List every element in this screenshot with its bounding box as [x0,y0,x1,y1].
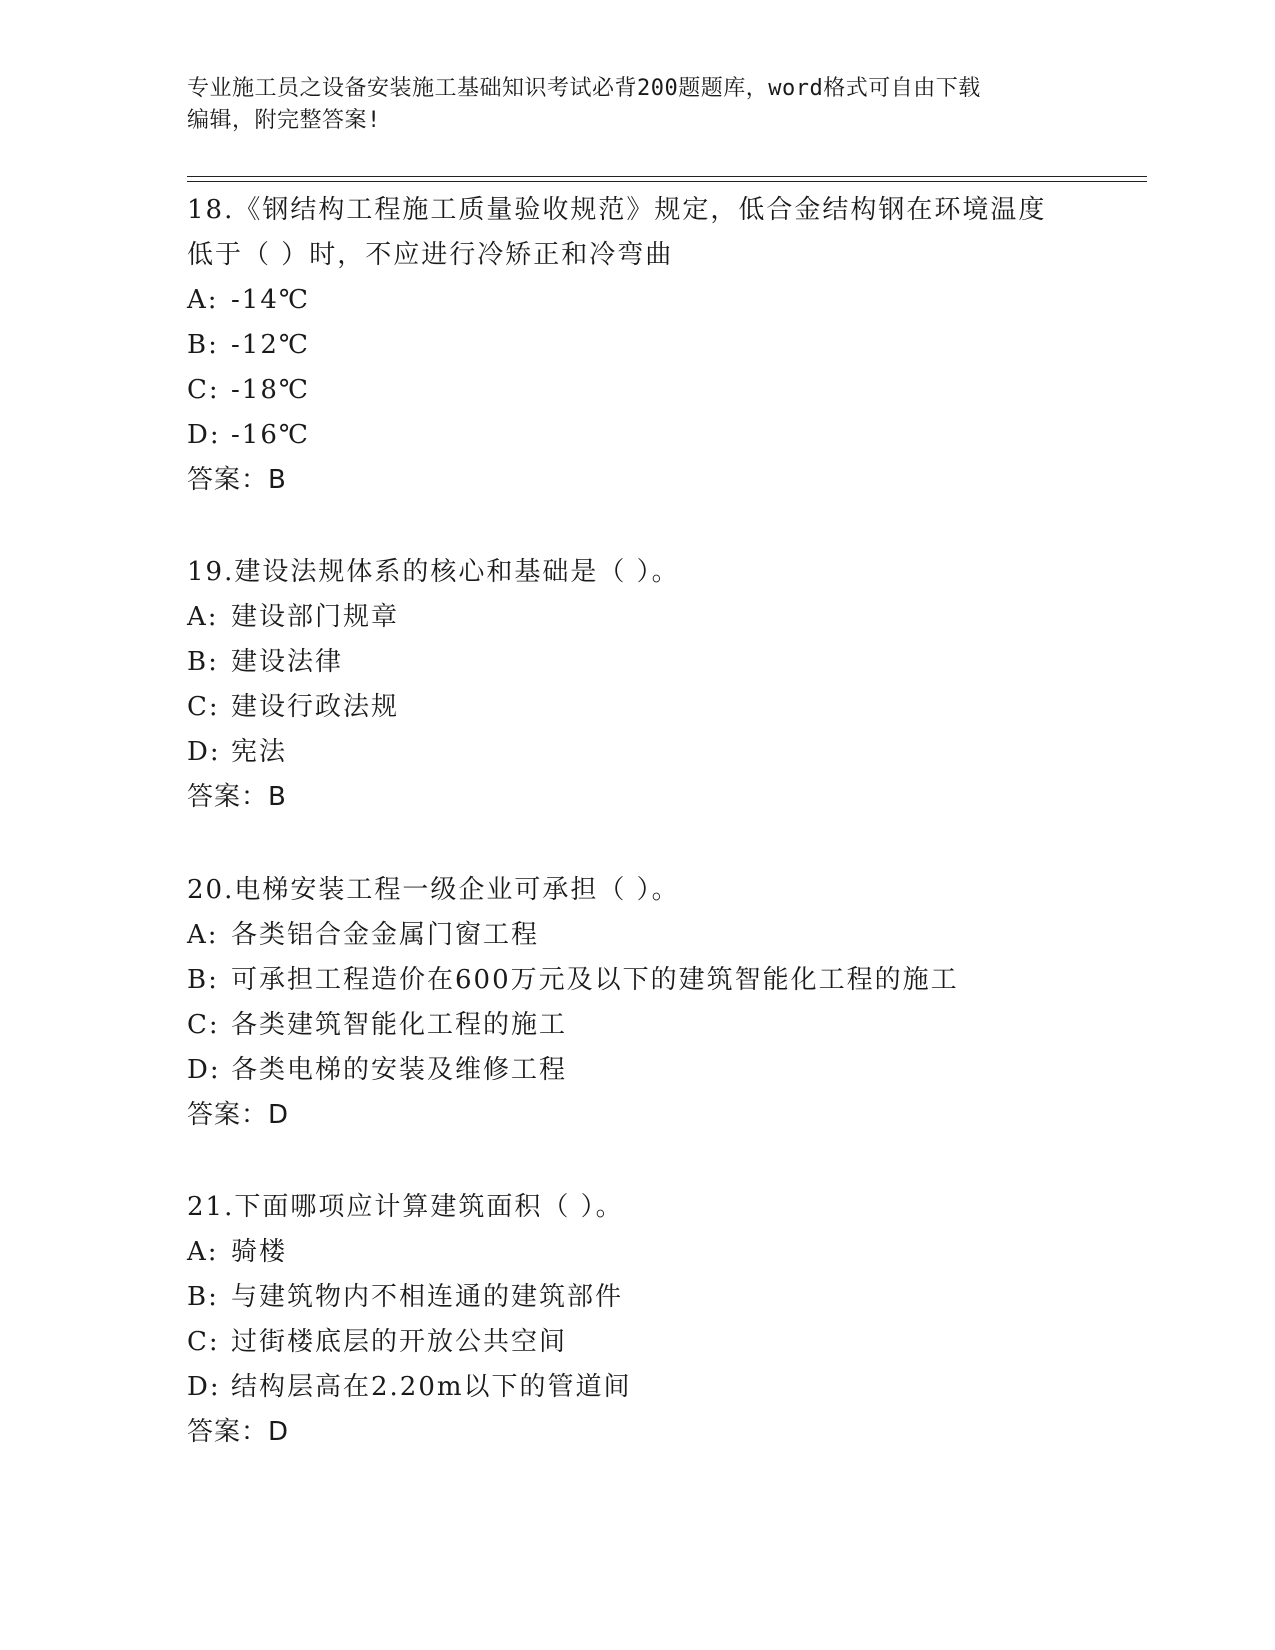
option-text: 可承担工程造价在600万元及以下的建筑智能化工程的施工 [231,965,959,995]
option-text: 结构层高在2.20m以下的管道间 [231,1372,632,1402]
document-header [187,73,1107,137]
option-a [187,1230,1087,1275]
question-20 [187,868,1087,1138]
option-a [187,595,1087,640]
option-text: 建设部门规章 [231,602,400,632]
option-key: B: [187,1282,219,1312]
option-key: D: [187,420,221,450]
option-text: 建设法律 [231,647,344,677]
option-key: A: [187,1237,219,1267]
option-d [187,1365,1087,1410]
question-title: 18.《钢结构工程施工质量验收规范》规定，低合金结构钢在环境温度 [187,195,1047,225]
question-19 [187,550,1087,820]
option-b [187,640,1087,685]
option-c [187,368,1087,413]
option-d [187,1048,1087,1093]
question-title: 19.建设法规体系的核心和基础是（ ）。 [187,557,680,587]
option-text: 各类铝合金金属门窗工程 [231,920,540,950]
answer-label: 答案：D [187,1100,290,1130]
option-text: -18℃ [231,375,310,405]
option-a [187,278,1087,323]
option-key: B: [187,965,219,995]
question-title: 21.下面哪项应计算建筑面积（ ）。 [187,1192,624,1222]
header-divider-bottom [187,181,1147,182]
option-text: -14℃ [231,285,310,315]
option-key: D: [187,1372,221,1402]
answer-label: 答案：B [187,782,287,812]
option-text: 骑楼 [231,1237,288,1267]
option-text: 宪法 [231,737,288,767]
option-text: 各类建筑智能化工程的施工 [231,1010,568,1040]
answer-label: 答案：D [187,1417,290,1447]
option-c [187,685,1087,730]
question-21 [187,1185,1087,1455]
option-key: C: [187,1327,220,1357]
option-b [187,1275,1087,1320]
option-text: -12℃ [231,330,310,360]
option-d [187,730,1087,775]
option-c [187,1320,1087,1365]
header-line-1: 专业施工员之设备安装施工基础知识考试必背200题题库，word格式可自由下载 [187,76,981,101]
option-key: A: [187,920,219,950]
option-key: C: [187,375,220,405]
question-18 [187,188,1087,503]
question-title: 20.电梯安装工程一级企业可承担（ ）。 [187,875,680,905]
option-text: 过街楼底层的开放公共空间 [231,1327,568,1357]
option-b [187,323,1087,368]
option-key: C: [187,692,220,722]
option-key: B: [187,330,219,360]
option-a [187,913,1087,958]
option-key: D: [187,1055,221,1085]
option-text: 与建筑物内不相连通的建筑部件 [231,1282,624,1312]
question-title-continued: 低于（ ）时，不应进行冷矫正和冷弯曲 [187,240,674,270]
option-key: A: [187,285,219,315]
option-text: 建设行政法规 [231,692,400,722]
option-text: 各类电梯的安装及维修工程 [231,1055,568,1085]
option-key: C: [187,1010,220,1040]
option-key: A: [187,602,219,632]
header-line-2: 编辑，附完整答案! [187,108,381,133]
answer-label: 答案：B [187,465,287,495]
option-key: B: [187,647,219,677]
option-key: D: [187,737,221,767]
option-text: -16℃ [231,420,310,450]
header-divider-top [187,176,1147,177]
option-c [187,1003,1087,1048]
option-b [187,958,1087,1003]
option-d [187,413,1087,458]
